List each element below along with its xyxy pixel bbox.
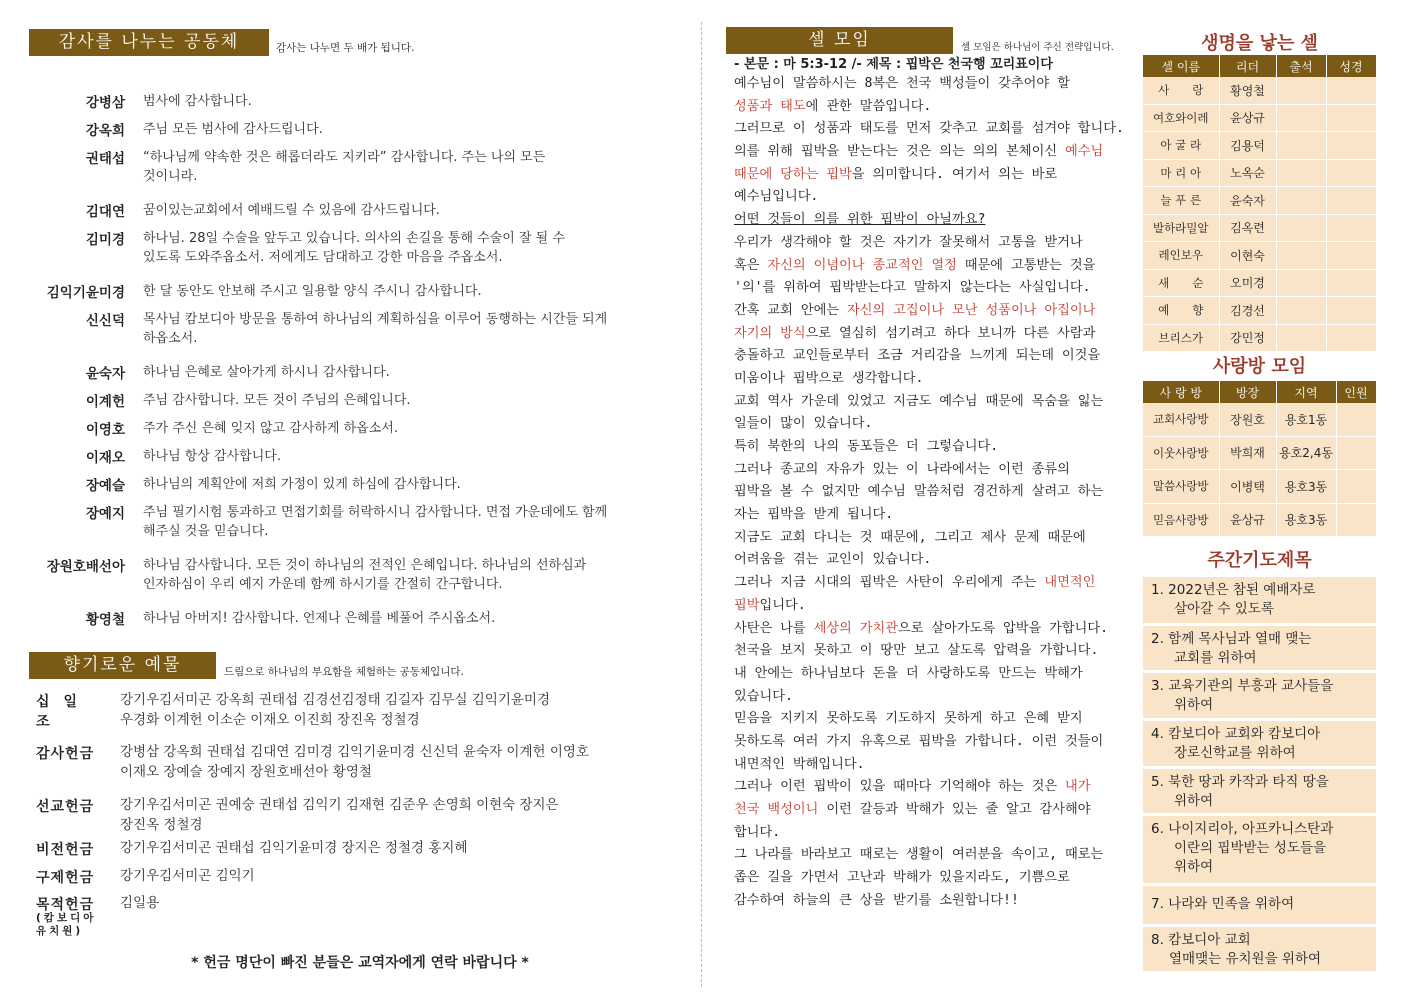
room-row <box>1143 403 1376 436</box>
page-divider <box>701 22 702 987</box>
sermon-line: 감수하여 하늘의 큰 상을 받기를 소원합니다!! <box>734 892 1019 908</box>
cell-row <box>1143 214 1376 242</box>
prayer-title: 주간기도제목 <box>1207 550 1312 571</box>
room-value: 교회사랑방 <box>1143 403 1219 436</box>
thanks-text: 범사에 감사합니다. <box>143 94 252 109</box>
room-value <box>1336 403 1376 436</box>
cell-value: 발하라밀알 <box>1143 214 1219 242</box>
thanks-text: 하나님의 계획안에 저희 가정이 있게 하심에 감사합니다. <box>143 477 461 492</box>
sermon-line: 어떤 것들이 의를 위한 핍박이 아닐까요? <box>734 212 986 228</box>
thanks-text: 주님 감사합니다. 모든 것이 주님의 은혜입니다. <box>143 393 411 408</box>
cell-value <box>1326 132 1376 160</box>
offering-label: 목적헌금 <box>36 897 95 913</box>
sermon-line: 간혹 교회 안에는 자신의 고집이나 모난 성품이나 아집이나 <box>734 302 1096 318</box>
sermon-line: 믿음을 지키지 못하도록 기도하지 못하게 하고 은혜 받지 <box>734 711 1083 727</box>
cell-value: 늘 푸 른 <box>1143 187 1219 215</box>
cell-value <box>1326 104 1376 132</box>
cell-value <box>1276 297 1326 325</box>
thanks-name: 김익기윤미경 <box>46 285 125 301</box>
cell-value <box>1326 214 1376 242</box>
cell-row <box>1143 242 1376 270</box>
room-value: 이병택 <box>1219 470 1276 504</box>
cell-value: 김옥련 <box>1219 214 1276 242</box>
cell-table <box>1143 55 1377 352</box>
sermon-line: 좁은 길을 가면서 고난과 박해가 있을지라도, 기쁨으로 <box>734 870 1070 886</box>
cell-value <box>1326 242 1376 270</box>
cell-value: 황영철 <box>1219 77 1276 104</box>
cell-value: 마 리 아 <box>1143 159 1219 187</box>
thanks-text: 목사님 캄보디아 방문을 통하여 하나님의 계획하심을 이루어 동행하는 시간들 되게 하옵소서. <box>143 312 608 346</box>
room-table-title: 사랑방 모임 <box>1212 356 1307 377</box>
thanks-name: 권태섭 <box>85 151 125 167</box>
sermon-line: 그러므로 이 성품과 태도를 먼저 갖추고 교회를 섬겨야 합니다. <box>734 121 1124 137</box>
sermon-line: 못하도록 여러 가지 유혹으로 핍박을 가합니다. 이런 것들이 <box>734 733 1104 749</box>
cell-value: 강민정 <box>1219 324 1276 352</box>
thanks-name: 김대연 <box>85 204 125 220</box>
thanks-name: 장예지 <box>85 506 125 522</box>
thanks-text: 꿈이있는교회에서 예배드릴 수 있음에 감사드립니다. <box>143 203 440 218</box>
cell-value <box>1276 159 1326 187</box>
offering-names: 강기우김서미곤 권태섭 김익기윤미경 장지은 정철경 홍지혜 <box>120 840 468 856</box>
cell-table-header: 셀 이름 <box>1143 55 1219 77</box>
sermon-line: 내 안에는 하나님보다 돈을 더 사랑하도록 만드는 박해가 <box>734 665 1083 681</box>
thanks-text: 주님 필기시험 통과하고 면접기회를 허락하시니 감사합니다. 면접 가운데에도 함께 해주실 것을 믿습니다. <box>143 505 608 539</box>
room-value: 용호1동 <box>1276 403 1336 436</box>
offering-notice: * 헌금 명단이 빠진 분들은 교역자에게 연락 바랍니다 * <box>191 955 529 971</box>
sermon-line: 내면적인 박해입니다. <box>734 756 865 772</box>
thanks-name: 강병삼 <box>85 95 125 111</box>
prayer-item: 8. 캄보디아 교회 열매맺는 유치원을 위하여 <box>1151 932 1322 967</box>
prayer-item: 7. 나라와 민족을 위하여 <box>1151 896 1295 912</box>
cell-value <box>1326 324 1376 352</box>
thanks-name: 이계헌 <box>85 394 125 410</box>
cell-table-title: 생명을 낳는 셀 <box>1201 33 1318 54</box>
sermon-line: 우리가 생각해야 할 것은 자기가 잘못해서 고통을 받거나 <box>734 234 1083 250</box>
sermon-line: 자기의 방식으로 열심히 섬기려고 하다 보니까 다른 사람과 <box>734 325 1096 341</box>
offering-label: 십일조 <box>36 694 92 730</box>
room-value: 믿음사랑방 <box>1143 503 1219 537</box>
room-table <box>1143 381 1377 537</box>
thanks-text: 하나님 항상 감사합니다. <box>143 449 281 464</box>
cell-value <box>1326 297 1376 325</box>
sermon-line: 자는 핍박을 받게 됩니다. <box>734 507 894 523</box>
room-row <box>1143 436 1376 470</box>
offering-label: 선교헌금 <box>36 799 95 815</box>
room-value: 용호3동 <box>1276 503 1336 537</box>
cell-value <box>1326 159 1376 187</box>
room-value: 장원호 <box>1219 403 1276 436</box>
sermon-line: 합니다. <box>734 824 781 840</box>
prayer-item: 6. 나이지리아, 아프카니스탄과 이란의 핍박받는 성도들을 위하여 <box>1151 821 1334 875</box>
sermon-body <box>734 73 1136 912</box>
cell-value <box>1276 187 1326 215</box>
thanks-name: 황영철 <box>85 612 125 628</box>
room-table-header: 지역 <box>1276 381 1336 403</box>
offering-label: 감사헌금 <box>36 746 95 762</box>
sermon-line: 충돌하고 교인들로부터 조금 거리감을 느끼게 되는데 이것을 <box>734 348 1101 364</box>
room-row <box>1143 503 1376 537</box>
sermon-line: 그러나 종교의 자유가 있는 이 나라에서는 이런 종류의 <box>734 461 1070 477</box>
cell-value <box>1326 187 1376 215</box>
room-table-header: 인원 <box>1336 381 1376 403</box>
room-value: 윤상규 <box>1219 503 1276 537</box>
thanks-text: 주가 주신 은혜 잊지 않고 감사하게 하옵소서. <box>143 421 398 436</box>
sermon-line: 사탄은 나를 세상의 가치관으로 살아가도록 압박을 가합니다. <box>734 620 1109 636</box>
offering-names: 강기우김서미곤 권예숭 권태섭 김익기 김재현 김준우 손영희 이현숙 장지은 장진옥 정철경 <box>120 797 559 833</box>
room-value: 박희재 <box>1219 436 1276 470</box>
prayer-item: 4. 캄보디아 교회와 캄보디아 장로신학교를 위하여 <box>1151 726 1321 761</box>
thanks-text: 하나님. 28일 수술을 앞두고 있습니다. 의사의 손길을 통해 수술이 잘 될 수 있도록 도와주옵소서. 저에게도 담대하고 강한 마음을 주옵소서. <box>143 231 565 265</box>
cell-row <box>1143 132 1376 160</box>
cell-value: 윤상규 <box>1219 104 1276 132</box>
prayer-item: 3. 교육기관의 부흥과 교사들을 위하여 <box>1151 678 1334 713</box>
prayer-item: 1. 2022년은 참된 예배자로 살아갈 수 있도록 <box>1151 582 1316 617</box>
cell-value <box>1276 132 1326 160</box>
cell-value: 여호와이레 <box>1143 104 1219 132</box>
cell-meeting-header: 셀 모임 <box>726 27 953 54</box>
cell-value <box>1326 77 1376 104</box>
thanks-header: 감사를 나누는 공동체 <box>29 29 269 56</box>
room-table-header: 방장 <box>1219 381 1276 403</box>
thanks-text: 하나님 감사합니다. 모든 것이 하나님의 전적인 은혜입니다. 하나님의 선하심과 인자하심이 우리 예지 가운데 함께 하시기를 간절히 간구합니다. <box>143 558 587 592</box>
sermon-line: '의'를 위하여 핍박받는다고 말하지 않는다는 사실입니다. <box>734 280 1091 296</box>
thanks-name: 윤숙자 <box>85 366 125 382</box>
cell-value <box>1276 104 1326 132</box>
thanks-text: 주님 모든 범사에 감사드립니다. <box>143 122 323 137</box>
sermon-line: 미움이나 핍박으로 생각합니다. <box>734 370 924 386</box>
thanks-name: 신신덕 <box>85 313 125 329</box>
room-value: 용호3동 <box>1276 470 1336 504</box>
cell-value: 아 굴 라 <box>1143 132 1219 160</box>
cell-row <box>1143 297 1376 325</box>
offering-names: 강기우김서미곤 강옥희 권태섭 김경선김정태 김길자 김무실 김익기윤미경 우경화 이계헌 이소순 이재오 이진희 장진옥 정철경 <box>120 692 551 728</box>
cell-value <box>1276 214 1326 242</box>
cell-meeting-subtitle: 셀 모임은 하나님이 주신 전략입니다. <box>961 42 1114 53</box>
sermon-line: 일들이 많이 있습니다. <box>734 416 873 432</box>
sermon-line: 성품과 태도에 관한 말씀입니다. <box>734 98 932 114</box>
room-value <box>1336 436 1376 470</box>
cell-value <box>1276 324 1326 352</box>
prayer-item: 5. 북한 땅과 카작과 타직 땅을 위하여 <box>1151 774 1329 809</box>
cell-row <box>1143 187 1376 215</box>
cell-row <box>1143 159 1376 187</box>
cell-value: 사 랑 <box>1143 77 1219 104</box>
room-value: 이웃사랑방 <box>1143 436 1219 470</box>
sermon-title: - 본문 : 마 5:3-12 /- 제목 : 핍박은 천국행 꼬리표이다 <box>734 57 1053 72</box>
cell-value: 브리스가 <box>1143 324 1219 352</box>
cell-table-header: 리더 <box>1219 55 1276 77</box>
cell-row <box>1143 269 1376 297</box>
thanks-text: 한 달 동안도 안보해 주시고 일용할 양식 주시니 감사합니다. <box>143 284 482 299</box>
cell-row <box>1143 77 1376 104</box>
cell-row <box>1143 104 1376 132</box>
room-value <box>1336 503 1376 537</box>
offering-names: 강기우김서미곤 김익기 <box>120 868 255 884</box>
cell-value: 김용덕 <box>1219 132 1276 160</box>
thanks-name: 강옥희 <box>85 123 125 139</box>
sermon-line: 지금도 교회 다니는 것 때문에, 그리고 제사 문제 때문에 <box>734 529 1086 545</box>
room-value <box>1336 470 1376 504</box>
sermon-line: 혹은 자신의 이념이나 종교적인 열정 때문에 고통받는 것을 <box>734 257 1096 273</box>
thanks-name: 장원호배선아 <box>46 559 125 575</box>
offering-label: 구제헌금 <box>36 870 95 886</box>
thanks-text: 하나님 은혜로 살아가게 하시니 감사합니다. <box>143 365 390 380</box>
prayer-item: 2. 함께 목사님과 열매 맺는 교회를 위하여 <box>1151 631 1312 666</box>
cell-value: 레인보우 <box>1143 242 1219 270</box>
sermon-line: 특히 북한의 나의 동포들은 더 그렇습니다. <box>734 439 999 454</box>
cell-value <box>1276 77 1326 104</box>
sermon-line: 핍박입니다. <box>734 597 806 613</box>
cell-row <box>1143 324 1376 352</box>
thanks-name: 이영호 <box>85 422 125 438</box>
sermon-line: 예수님이 말씀하시는 8복은 천국 백성들이 갖추어야 할 <box>734 76 1070 91</box>
sermon-line: 있습니다. <box>734 688 793 704</box>
sermon-line: 예수님입니다. <box>734 189 819 205</box>
sermon-line: 그러나 이런 핍박이 있을 때마다 기억해야 하는 것은 내가 <box>734 779 1091 795</box>
sermon-line: 어려움을 겪는 교인이 있습니다. <box>734 552 932 568</box>
cell-value: 윤숙자 <box>1219 187 1276 215</box>
cell-value: 이현숙 <box>1219 242 1276 270</box>
sermon-line: 의를 위해 핍박을 받는다는 것은 의는 의의 본체이신 예수님 <box>734 144 1104 160</box>
cell-value: 오미경 <box>1219 269 1276 297</box>
cell-table-header: 성경 <box>1326 55 1376 77</box>
thanks-name: 이재오 <box>85 450 125 466</box>
cell-value <box>1276 269 1326 297</box>
sermon-line: 때문에 당하는 핍박을 의미합니다. 여기서 의는 바로 <box>734 166 1058 182</box>
sermon-line: 그러나 지금 시대의 핍박은 사탄이 우리에게 주는 내면적인 <box>734 575 1096 591</box>
offering-names: 강병삼 강옥희 권태섭 김대연 김미경 김익기윤미경 신신덕 윤숙자 이계헌 이영호 이재오 장예슬 장예지 장원호배선아 황영철 <box>120 744 589 780</box>
cell-value <box>1276 242 1326 270</box>
thanks-text: “하나님께 약속한 것은 해롭더라도 지키라” 감사합니다. 주는 나의 모든 것이니라. <box>143 150 546 184</box>
offerings-header: 향기로운 예물 <box>29 652 216 679</box>
room-table-header: 사 랑 방 <box>1143 381 1219 403</box>
cell-value: 새 순 <box>1143 269 1219 297</box>
room-value: 용호2,4동 <box>1276 436 1336 470</box>
cell-value: 노옥순 <box>1219 159 1276 187</box>
room-value: 말씀사랑방 <box>1143 470 1219 504</box>
offering-label: 비전헌금 <box>36 842 95 858</box>
offering-names: 김일용 <box>120 895 160 911</box>
sermon-line: 그 나라를 바라보고 때로는 생활이 여러분을 속이고, 때로는 <box>734 847 1104 863</box>
thanks-name: 김미경 <box>85 232 125 248</box>
cell-value <box>1326 269 1376 297</box>
cell-value: 김경선 <box>1219 297 1276 325</box>
thanks-text: 하나님 아버지! 감사합니다. 언제나 은혜를 베풀어 주시옵소서. <box>143 611 496 626</box>
cell-value: 예 향 <box>1143 297 1219 325</box>
sermon-line: 천국 백성이니 이런 갈등과 박해가 있는 줄 알고 감사해야 <box>734 802 1091 817</box>
thanks-name: 장예슬 <box>85 478 125 494</box>
offering-sublabel: (캄보디아 유치원) <box>36 912 97 937</box>
sermon-line: 천국을 보지 못하고 이 땅만 보고 살도록 압력을 가합니다. <box>734 643 1099 659</box>
sermon-line: 교회 역사 가운데 있었고 지금도 예수님 때문에 목숨을 잃는 <box>734 393 1104 409</box>
thanks-subtitle: 감사는 나누면 두 배가 됩니다. <box>276 42 415 54</box>
cell-table-header: 출석 <box>1276 55 1326 77</box>
offerings-subtitle: 드림으로 하나님의 부요함을 체험하는 공동체입니다. <box>224 666 464 678</box>
room-row <box>1143 470 1376 504</box>
sermon-line: 핍박을 볼 수 없지만 예수님 말씀처럼 경건하게 살려고 하는 <box>734 484 1104 500</box>
